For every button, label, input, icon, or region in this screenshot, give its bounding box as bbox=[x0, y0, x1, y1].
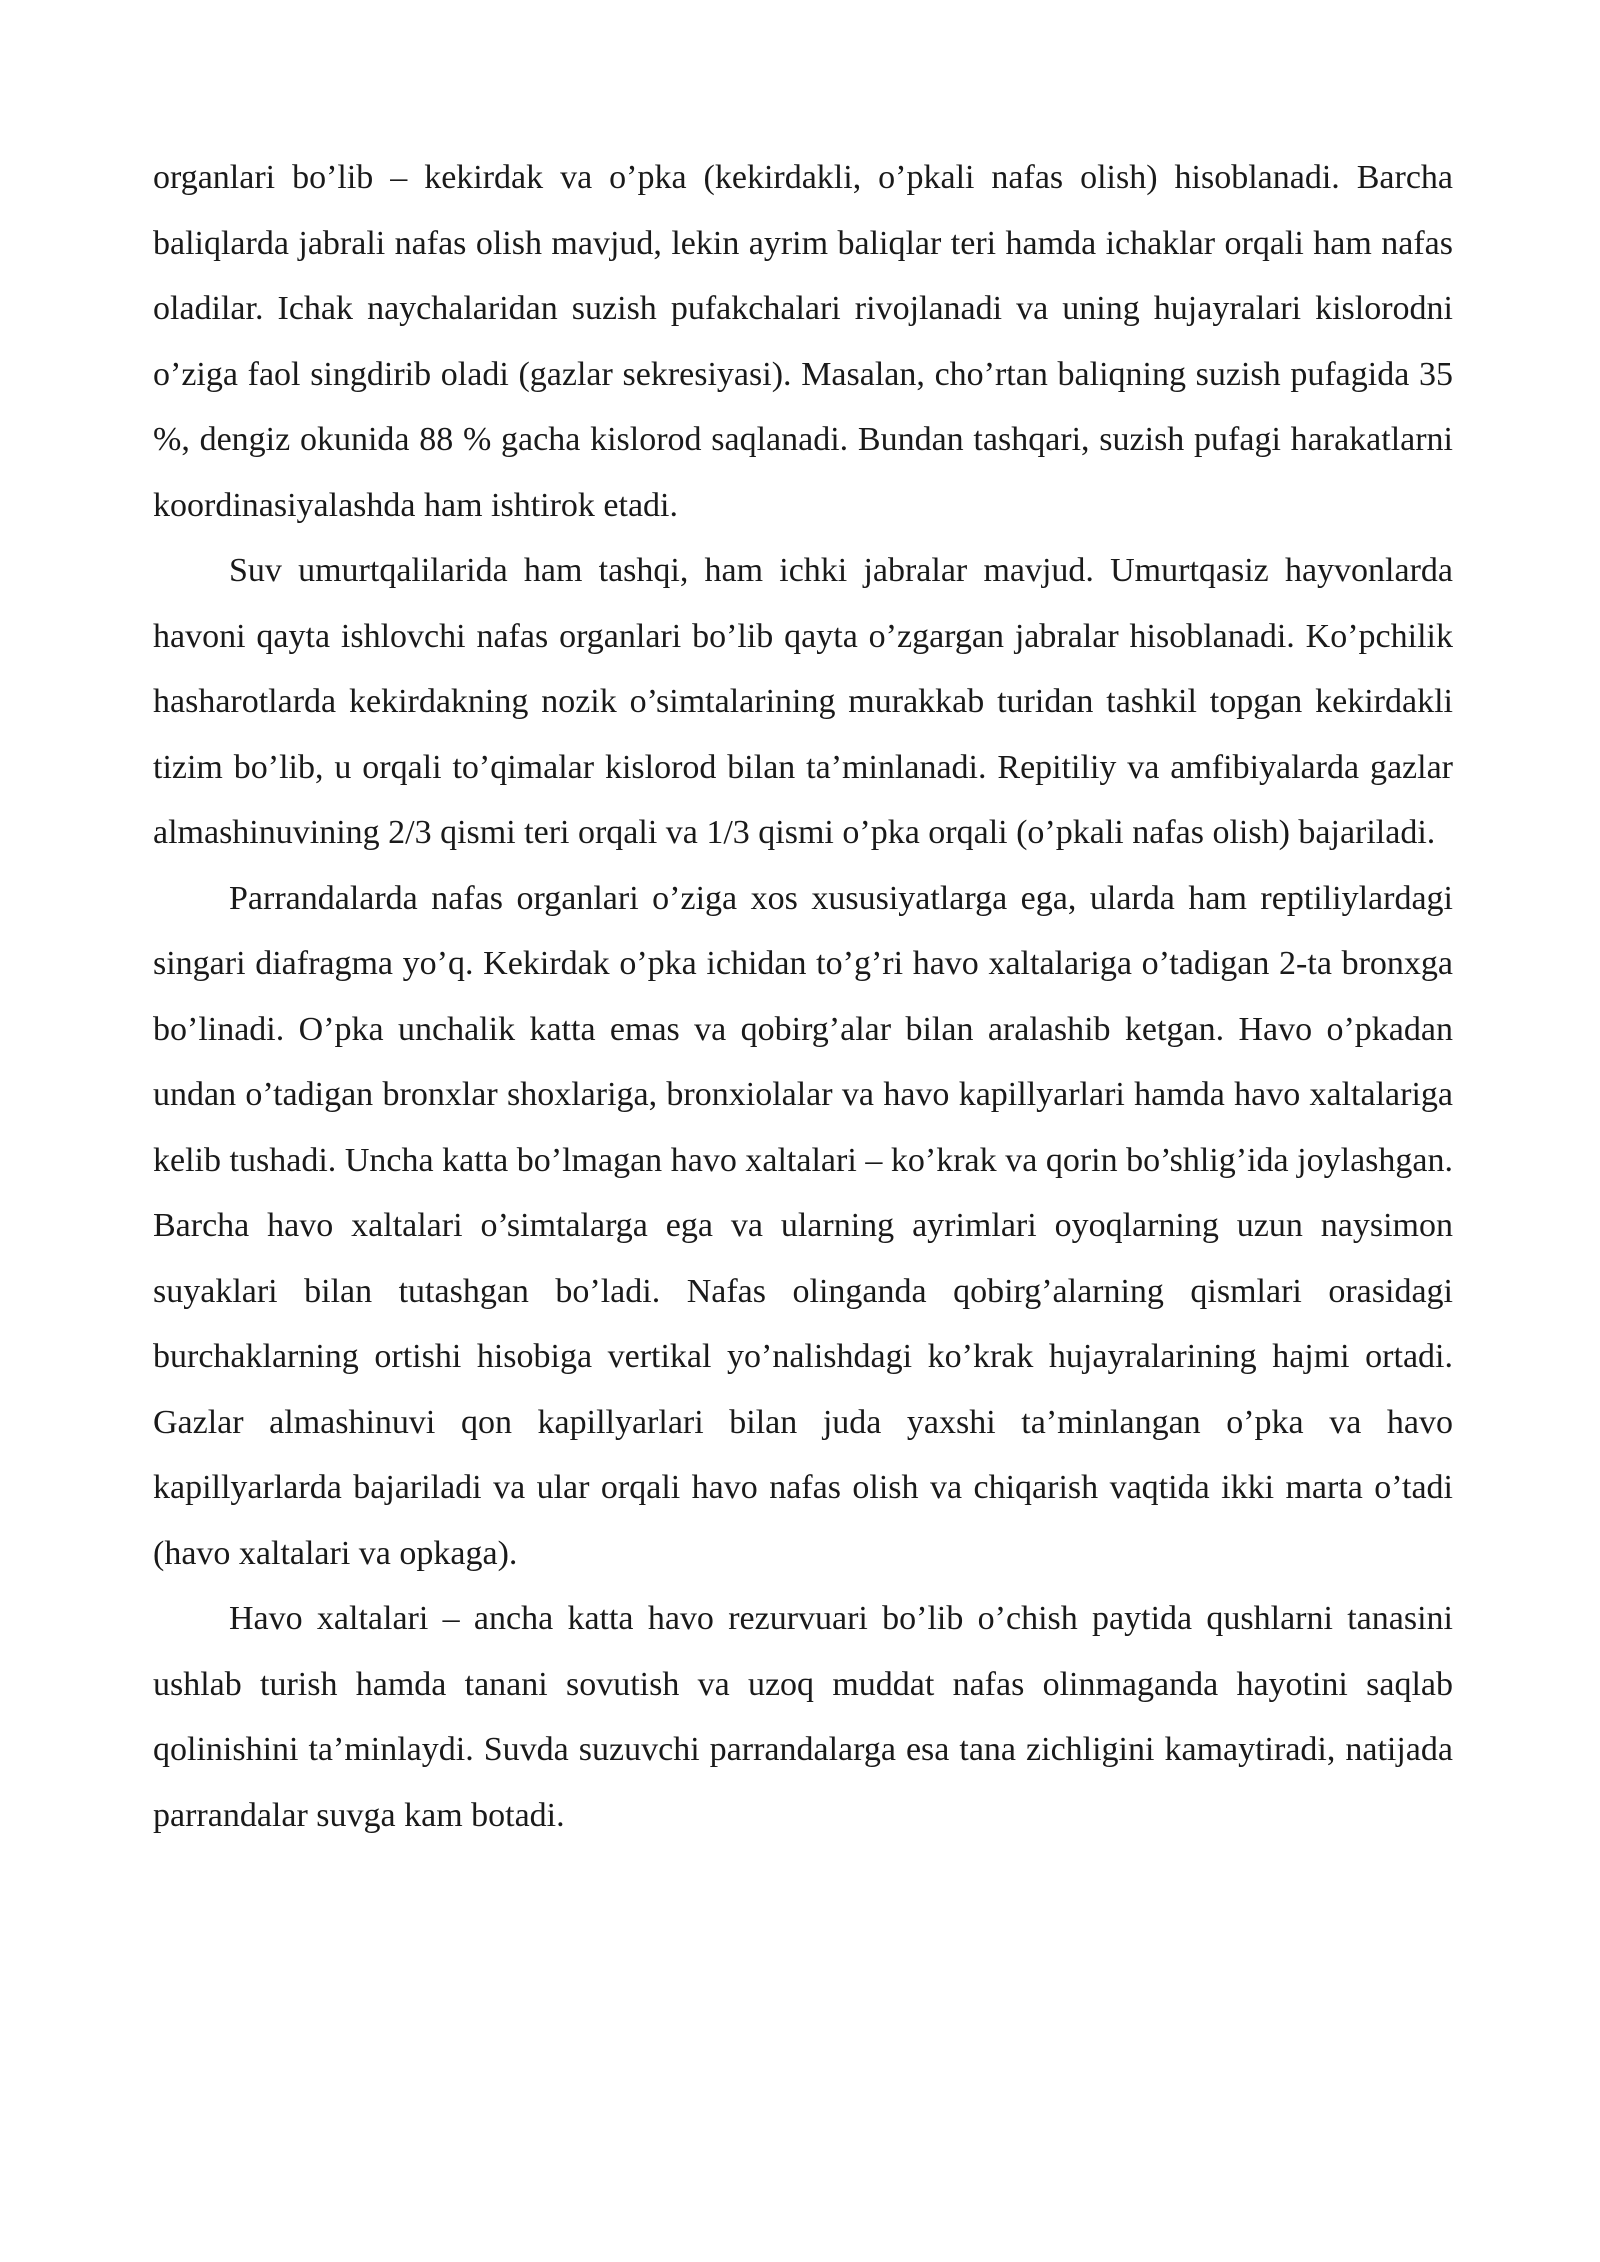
paragraph-bird-respiration: Parrandalarda nafas organlari o’ziga xos xususiyatlarga ega, ularda ham reptiliylardagi singari diafragma yo’q. Kekirdak o’pka ichidan to’g’ri havo xaltalariga o’tadigan 2-ta bronxga bo’linadi. O’pka unchalik katta emas va qobirg’alar bilan aralashib ketgan. Havo o’pkadan undan o’tadigan bronxlar shoxlariga, bronxiolalar va havo kapillyarlari hamda havo xaltalariga kelib tushadi. Uncha katta bo’lmagan havo xaltalari – ko’krak va qorin bo’shlig’ida joylashgan. Barcha havo xaltalari o’simtalarga ega va ularning ayrimlari oyoqlarning uzun naysimon suyaklari bilan tutashgan bo’ladi. Nafas olinganda qobirg’alarning qismlari orasidagi burchaklarning ortishi hisobiga vertikal yo’nalishdagi ko’krak hujayralarining hajmi ortadi. Gazlar almashinuvi qon kapillyarlari bilan juda yaxshi ta’minlangan o’pka va havo kapillyarlarda bajariladi va ular orqali havo nafas olish va chiqarish vaqtida ikki marta o’tadi (havo xaltalari va opkaga). bbox=[153, 879, 1453, 1572]
paragraph-gills-and-swim-bladder: organlari bo’lib – kekirdak va o’pka (kekirdakli, o’pkali nafas olish) hisoblanadi. Barcha baliqlarda jabrali nafas olish mavjud, lekin ayrim baliqlar teri hamda ichaklar orqali ham nafas oladilar. Ichak naychalaridan suzish pufakchalari rivojlanadi va uning hujayralari kislorodni o’ziga faol singdirib oladi (gazlar sekresiyasi). Masalan, cho’rtan baliqning suzish pufagida 35 %, dengiz okunida 88 % gacha kislorod saqlanadi. Bundan tashqari, suzish pufagi harakatlarni koordinasiyalashda ham ishtirok etadi. bbox=[153, 159, 1453, 524]
paragraph-air-sacs: Havo xaltalari – ancha katta havo rezurvuari bo’lib o’chish paytida qushlarni tanasini ushlab turish hamda tanani sovutish va uzoq muddat nafas olinmaganda hayotini saqlab qolinishini ta’minlaydi. Suvda suzuvchi parrandalarga esa tana zichligini kamaytiradi, natijada parrandalar suvga kam botadi. bbox=[153, 1600, 1453, 1834]
document-page bbox=[153, 145, 1453, 1848]
paragraph-aquatic-vertebrates: Suv umurtqalilarida ham tashqi, ham ichki jabralar mavjud. Umurtqasiz hayvonlarda havoni qayta ishlovchi nafas organlari bo’lib qayta o’zgargan jabralar hisoblanadi. Ko’pchilik hasharotlarda kekirdakning nozik o’simtalarining murakkab turidan tashkil topgan kekirdakli tizim bo’lib, u orqali to’qimalar kislorod bilan ta’minlanadi. Repitiliy va amfibiyalarda gazlar almashinuvining 2/3 qismi teri orqali va 1/3 qismi o’pka orqali (o’pkali nafas olish) bajariladi. bbox=[153, 552, 1453, 851]
